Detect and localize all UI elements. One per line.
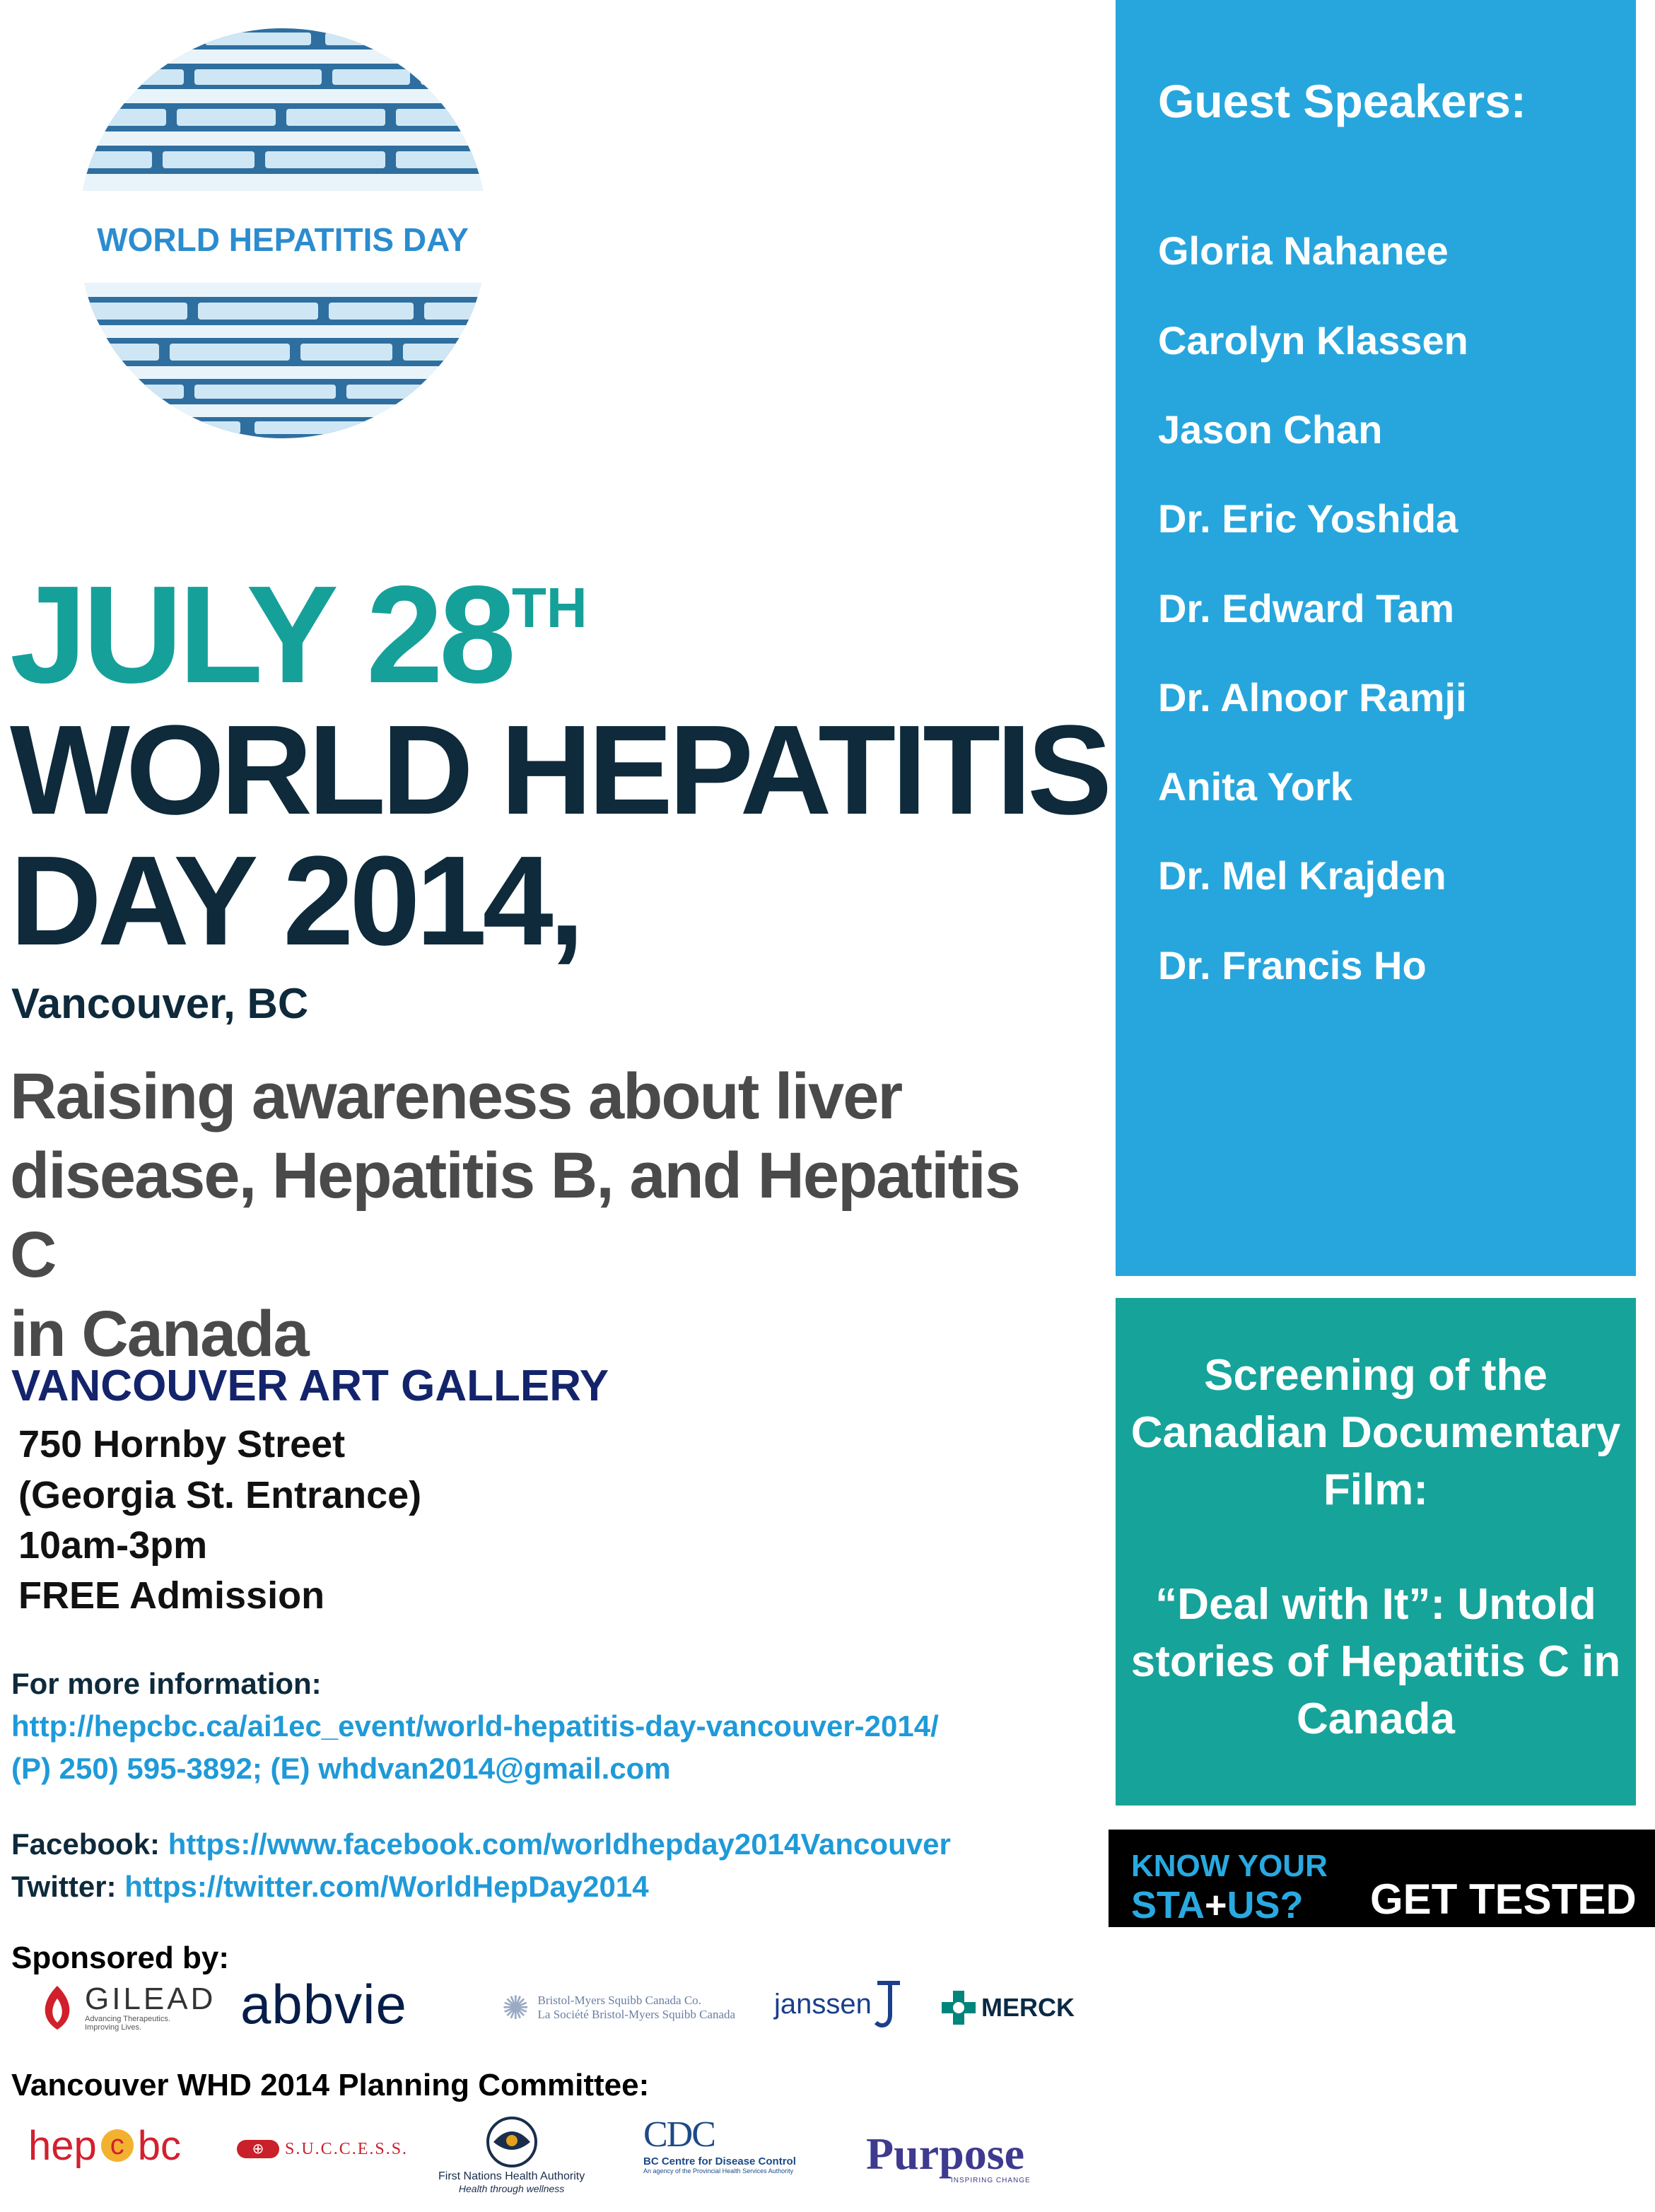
merck-logo: MERCK	[940, 1985, 1075, 2030]
success-logo: ⊕ S.U.C.C.E.S.S.	[237, 2131, 408, 2167]
success-mark-icon: ⊕	[237, 2140, 279, 2158]
gilead-logo: GILEAD Advancing Therapeutics. Improving Lives.	[35, 1976, 219, 2040]
film-screening-text: Screening of the Canadian Documentary Film: “Deal with It”: Untold stories of Hepatitis C in Canada	[1130, 1351, 1621, 1743]
speaker-name: Dr. Francis Ho	[1158, 943, 1427, 988]
guest-speakers-panel	[1116, 0, 1636, 1276]
know-your-text: KNOW YOUR	[1131, 1849, 1328, 1883]
more-info-label: For more information:	[11, 1667, 322, 1700]
bms-logo: ✺ Bristol-Myers Squibb Canada Co. La Société Bristol-Myers Squibb Canada	[502, 1989, 736, 2026]
bms-star-icon: ✺	[502, 1989, 530, 2026]
janssen-logo: janssen	[774, 1972, 903, 2036]
twitter-row	[11, 1870, 649, 1904]
guest-speakers-heading: Guest Speakers:	[1158, 75, 1526, 127]
fnha-logo: First Nations Health Authority Health through wellness	[438, 2114, 585, 2206]
hepcbc-logo: hep c bc	[28, 2122, 182, 2169]
event-admission: FREE Admission	[18, 1574, 325, 1617]
facebook-row	[11, 1827, 951, 1861]
speaker-name: Dr. Alnoor Ramji	[1158, 675, 1467, 720]
speaker-name: Gloria Nahanee	[1158, 228, 1449, 273]
committee-title: Vancouver WHD 2014 Planning Committee:	[11, 2068, 650, 2102]
phone-email[interactable]: (P) 250) 595-3892; (E) whdvan2014@gmail.com	[11, 1752, 671, 1785]
sponsors-title: Sponsored by:	[11, 1941, 230, 1975]
venue-entrance: (Georgia St. Entrance)	[18, 1474, 422, 1516]
merck-mark-icon	[940, 1989, 977, 2026]
speaker-name: Dr. Eric Yoshida	[1158, 496, 1458, 541]
speaker-name: Jason Chan	[1158, 407, 1383, 452]
event-title-line2: DAY 2014,	[10, 830, 580, 972]
purpose-logo: Purpose INSPIRING CHANGE	[866, 2129, 1031, 2184]
speaker-name: Anita York	[1158, 764, 1352, 809]
speaker-name: Carolyn Klassen	[1158, 318, 1468, 363]
janssen-mark-icon	[872, 1976, 903, 2032]
facebook-label: Facebook:	[11, 1827, 160, 1861]
speaker-name: Dr. Edward Tam	[1158, 586, 1455, 631]
get-tested-text: GET TESTED	[1370, 1875, 1637, 1923]
facebook-link[interactable]: https://www.facebook.com/worldhepday2014Vancouver	[168, 1827, 951, 1861]
twitter-link[interactable]: https://twitter.com/WorldHepDay2014	[124, 1870, 649, 1903]
event-time: 10am-3pm	[18, 1524, 208, 1567]
speaker-name: Dr. Mel Krajden	[1158, 853, 1446, 898]
event-tagline: Raising awareness about liver disease, Hepatitis B, and Hepatitis C in Canada	[10, 1060, 1020, 1370]
event-url-link[interactable]: http://hepcbc.ca/ai1ec_event/world-hepatitis-day-vancouver-2014/	[11, 1709, 939, 1743]
fnha-mark-icon	[484, 2114, 540, 2170]
bccdc-logo: CDC BC Centre for Disease Control An agency of the Provincial Health Services Authority	[643, 2114, 796, 2175]
status-text: STA+US?	[1131, 1884, 1304, 1926]
event-city: Vancouver, BC	[11, 980, 309, 1027]
gilead-flame-icon	[35, 1983, 79, 2032]
abbvie-logo: abbvie	[240, 1972, 407, 2035]
venue-address: 750 Hornby Street	[18, 1423, 346, 1465]
event-title-line1: WORLD HEPATITIS	[10, 699, 1109, 841]
twitter-label: Twitter:	[11, 1870, 117, 1903]
world-hepatitis-day-logo	[42, 0, 523, 467]
date-suffix: TH	[511, 576, 587, 639]
venue-name: VANCOUVER ART GALLERY	[11, 1362, 609, 1410]
globe-title: WORLD HEPATITIS DAY	[97, 221, 469, 258]
event-date: JULY 28TH	[10, 557, 587, 712]
